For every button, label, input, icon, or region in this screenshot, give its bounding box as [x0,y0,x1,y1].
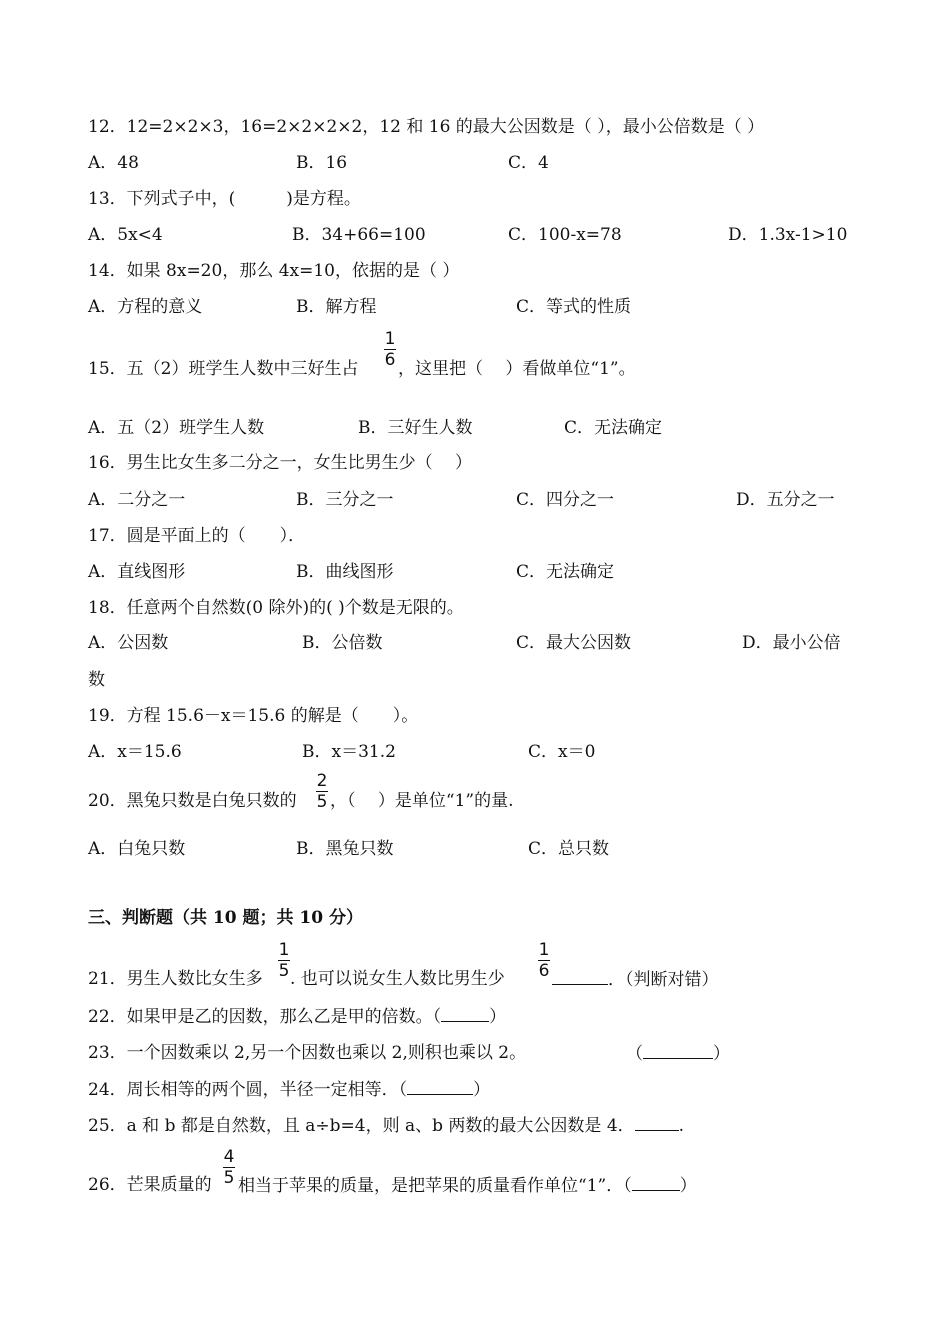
q17-option-a: A．直线图形 [88,562,186,582]
q15-fraction [384,330,396,369]
q15-numerator: 1 [384,329,396,349]
q15-option-b: B．三好生人数 [358,418,473,438]
q25-answer-blank[interactable] [635,1114,679,1131]
q24-close-paren: ） [473,1080,491,1100]
q21-text-post: ．（判断对错） [608,970,719,990]
q18-option-d: D．最小公倍 [742,633,841,653]
q12-option-b: B．16 [296,153,348,173]
q26-numerator: 4 [223,1147,235,1167]
q20-denominator: 5 [316,792,328,812]
q16-option-a: A．二分之一 [88,490,186,510]
q15-denominator: 6 [384,350,396,370]
q21-text-pre: 21．男生人数比女生多 [88,969,263,989]
q23-answer-line [626,1042,730,1065]
q21-fraction-2 [538,941,550,980]
q23-answer-blank[interactable] [643,1042,713,1059]
q15-option-c: C．无法确定 [564,418,663,438]
q14-option-c: C．等式的性质 [516,297,632,317]
q22-line [88,1005,506,1028]
q26-line [238,1174,697,1197]
q19-option-b: B．x＝31.2 [302,742,396,762]
q18-option-d-continued: 数 [88,670,105,690]
q17-option-c: C．无法确定 [516,562,615,582]
section-3-heading: 三、判断题（共 10 题；共 10 分） [88,908,363,928]
q24-line [88,1078,490,1101]
q21-answer-line[interactable] [552,968,719,991]
q20-numerator: 2 [316,771,328,791]
q19-option-c: C．x＝0 [528,742,596,762]
q22-text: 22．如果甲是乙的因数，那么乙是甲的倍数。（ [88,1007,442,1027]
q14-option-a: A．方程的意义 [88,297,203,317]
q18-option-c: C．最大公因数 [516,633,632,653]
q26-close-paren: ） [679,1176,697,1196]
q15-stem-pre: 15．五（2）班学生人数中三好生占 [88,359,359,379]
q13-option-b: B．34+66=100 [292,225,426,245]
q23-open-paren: （ [626,1044,643,1064]
q20-fraction [316,772,328,811]
q20-stem-pre: 20．黑兔只数是白兔只数的 [88,791,297,811]
q21-denominator-1: 5 [278,961,290,981]
q12-option-c: C．4 [508,153,549,173]
q21-numerator-1: 1 [278,940,290,960]
q21-denominator-2: 6 [538,961,550,981]
q20-option-a: A．白兔只数 [88,839,186,859]
q21-answer-blank[interactable] [552,968,608,985]
q13-option-d: D．1.3x-1>10 [728,225,848,245]
q23-text: 23．一个因数乘以 2,另一个因数也乘以 2,则积也乘以 2。 [88,1043,527,1063]
q15-option-a: A．五（2）班学生人数 [88,418,265,438]
q26-answer-blank[interactable] [632,1174,680,1191]
q25-text: 25．a 和 b 都是自然数，且 a÷b=4，则 a、b 两数的最大公因数是 4． [88,1116,635,1136]
q16-option-d: D．五分之一 [736,490,835,510]
q20-option-c: C．总只数 [528,839,610,859]
q21-fraction-1 [278,941,290,980]
q20-option-b: B．黑兔只数 [296,839,394,859]
q23-close-paren: ） [713,1044,730,1064]
q21-numerator-2: 1 [538,940,550,960]
q25-line [88,1114,684,1137]
q21-text-mid: . 也可以说女生人数比男生少 [290,969,505,989]
q18-stem: 18．任意两个自然数(0 除外)的( )个数是无限的。 [88,598,464,618]
q15-stem-post: ，这里把（ ）看做单位“1”。 [398,359,636,379]
q14-stem: 14．如果 8x=20，那么 4x=10，依据的是（ ） [88,261,460,281]
q19-option-a: A．x＝15.6 [88,742,182,762]
q20-stem-post: ，（ ）是单位“1”的量. [330,791,514,811]
q14-option-b: B．解方程 [296,297,377,317]
q16-option-c: C．四分之一 [516,490,615,510]
q16-stem: 16．男生比女生多二分之一，女生比男生少（ ） [88,453,473,473]
q13-stem: 13．下列式子中，( )是方程。 [88,189,361,209]
q26-fraction [223,1148,235,1187]
q22-close-paren: ） [489,1007,507,1027]
q25-end: . [678,1116,685,1136]
q17-stem: 17．圆是平面上的（ ）． [88,526,306,546]
q24-answer-blank[interactable] [407,1078,473,1095]
q12-option-a: A．48 [88,153,139,173]
q12-stem: 12．12=2×2×3，16=2×2×2×2，12 和 16 的最大公因数是（ ），最小公倍数是（ ） [88,117,765,137]
q16-option-b: B．三分之一 [296,490,394,510]
q26-text-post: 相当于苹果的质量，是把苹果的质量看作单位“1”．（ [238,1176,632,1196]
q26-text-pre: 26．芒果质量的 [88,1175,212,1195]
q13-option-c: C．100-x=78 [508,225,622,245]
q22-answer-blank[interactable] [441,1005,489,1022]
q24-text: 24．周长相等的两个圆，半径一定相等．（ [88,1080,408,1100]
q26-denominator: 5 [223,1168,235,1188]
q18-option-a: A．公因数 [88,633,169,653]
q17-option-b: B．曲线图形 [296,562,394,582]
q13-option-a: A．5x<4 [88,225,163,245]
q19-stem: 19．方程 15.6－x＝15.6 的解是（ ）。 [88,706,419,726]
q18-option-b: B．公倍数 [302,633,383,653]
